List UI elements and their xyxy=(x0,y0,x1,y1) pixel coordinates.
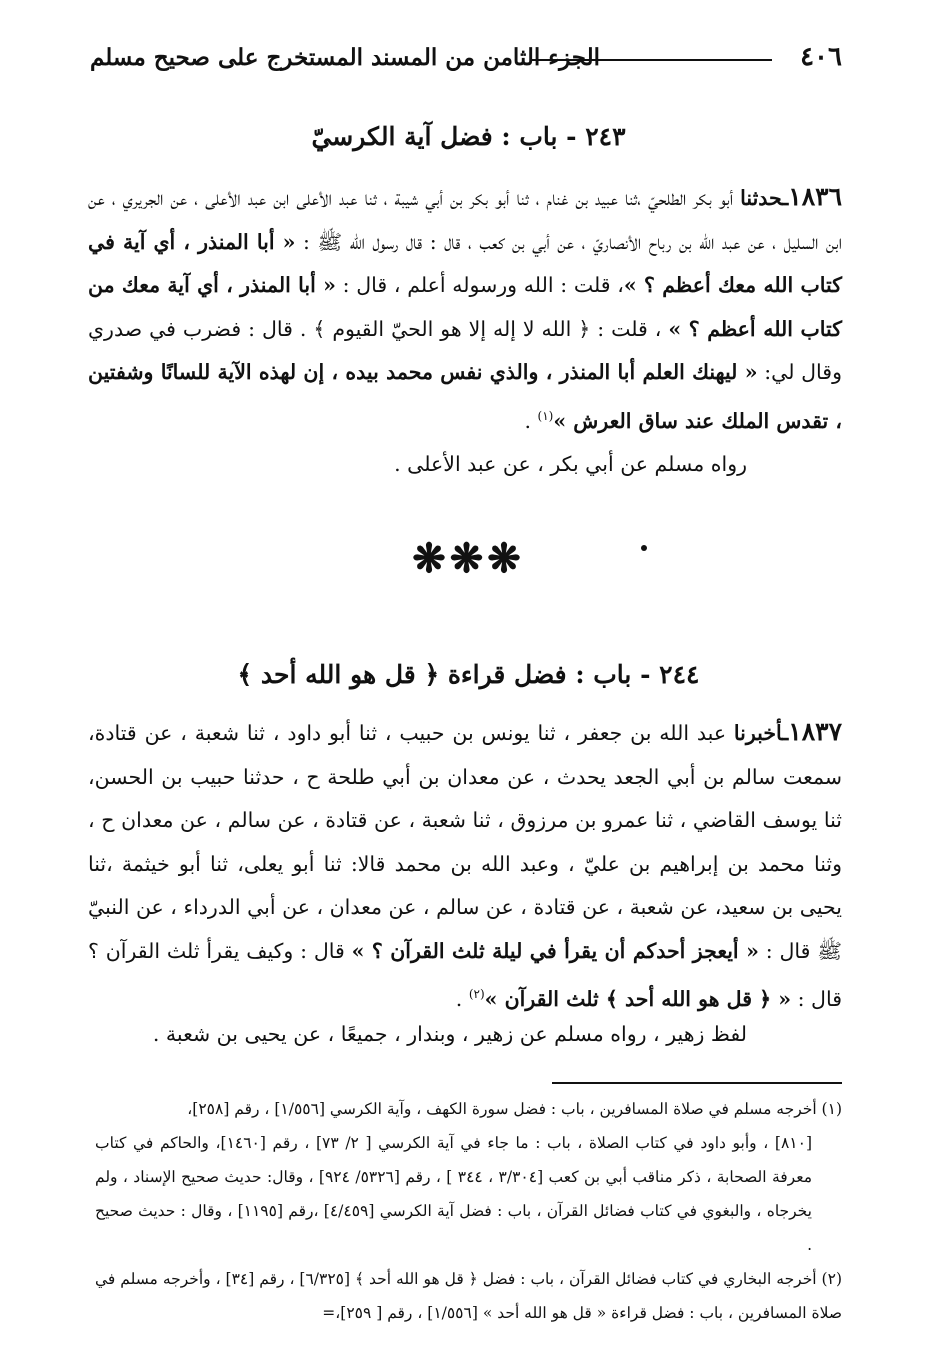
footnote-1-line: (١) أخرجه مسلم في صلاة المسافرين ، باب : فضل سورة الكهف ، وآية الكرسي [١/٥٥٦] ، رقم [٢٥٨]، xyxy=(187,1100,842,1118)
footnote-rule xyxy=(552,1082,842,1084)
narration-note-1836: رواه مسلم عن أبي بكر ، عن عبد الأعلى . xyxy=(394,452,747,476)
page-number: ٤٠٦ xyxy=(800,42,842,72)
stray-dot xyxy=(641,545,647,551)
transmission-word: ـأخبرنا xyxy=(733,721,789,745)
prophetic-quote: « ﴿ قل هو الله أحد ﴾ ثلث القرآن » xyxy=(484,986,792,1011)
narration-text: ، قلت : الله ورسوله أعلم ، قال : xyxy=(335,273,624,297)
hadith-1837 xyxy=(88,710,842,1021)
sentence-end: . xyxy=(455,986,469,1011)
footnote-reference: (١) xyxy=(537,408,554,423)
hadith-1836 xyxy=(88,175,842,443)
hadith-number: ١٨٣٦ xyxy=(788,182,842,211)
isnad-text: أبو بكر الطلحيّ ،ثنا عبيد بن غنام ، ثنا أبو بكر بن أبي شيبة ، ثنا عبد الأعلى ابن عبد الأعلى ، عن الجريري ، عن ابن السليل ، عن عبد الله بن رباح الأنصاريّ ، عن أبي بن كعب ، قال : قال رسول الله ﷺ : xyxy=(88,186,842,254)
hadith-number: ١٨٣٧ xyxy=(788,717,842,746)
running-header xyxy=(90,42,842,82)
chapter-heading-243: ٢٤٣ - باب : فضل آية الكرسيّ xyxy=(311,122,626,151)
footnote-2: (٢) أخرجه البخاري في كتاب فضائل القرآن ، باب : فضل ﴿ قل هو الله أحد ﴾ [٦/٣٢٥] ، رقم [٣٤] ، وأخرجه مسلم في صلاة المسافرين ، باب : فضل قراءة « قل هو الله أحد » [١/٥٥٦] ، رقم [ ٢٥٩]،= xyxy=(95,1270,842,1322)
narration-text: ، قلت : ﴿ الله لا إله إلا هو الحيّ القيوم ﴾ . قال : فضرب في صدري وقال لي: xyxy=(88,316,842,384)
footnotes xyxy=(95,1092,842,1330)
narration-note-1837: لفظ زهير ، رواه مسلم عن زهير ، وبندار ، جميعًا ، عن يحيى بن شعبة . xyxy=(152,1022,747,1046)
transmission-word: ـحدثنا xyxy=(740,186,789,210)
running-title: الجزء الثامن من المسند المستخرج على صحيح مسلم xyxy=(90,44,600,71)
narration-text: قال : وكيف يقرأ ثلث القرآن ؟ قال : xyxy=(88,938,842,1011)
prophetic-quote: « ليهنك العلم أبا المنذر ، والذي نفس محمد بيده ، إن لهذه الآية للسانًا وشفتين ، تقدس الملك عند ساق العرش » xyxy=(88,360,842,433)
prophetic-quote: « أبا المنذر ، أي آية معك من كتاب الله أعظم ؟ » xyxy=(88,273,842,341)
prophetic-quote: « أبا المنذر ، أي آية في كتاب الله معك أعظم ؟ » xyxy=(88,229,842,297)
section-divider-stars: ❋❋❋ xyxy=(412,535,525,582)
chapter-heading-244: ٢٤٤ - باب : فضل قراءة ﴿ قل هو الله أحد ﴾ xyxy=(237,660,700,689)
sentence-end: . xyxy=(524,408,538,433)
prophetic-quote: « أيعجز أحدكم أن يقرأ في ليلة ثلث القرآن ؟ » xyxy=(351,938,759,963)
footnote-1-continuation: [٨١٠] ، وأبو داود في كتاب الصلاة ، باب : ما جاء في آية الكرسي [ ٢/ ٧٣] ، رقم [١٤٦٠]، والحاكم في كتاب معرفة الصحابة ، ذكر مناقب أبي بن كعب [٣/٣٠٤ ، ٣٤٤ ] ، رقم [٥٣٢٦/ ٩٢٤] ، وقال: حديث صحيح الإسناد ، ولم يخرجاه ، والبغوي في كتاب فضائل القرآن ، باب : فضل آية الكرسي [٤/٤٥٩] ،رقم [١١٩٥] ، وقال : حديث صحيح . xyxy=(95,1134,813,1254)
isnad-text: عبد الله بن جعفر ، ثنا يونس بن حبيب ، ثنا أبو داود ، ثنا شعبة ، عن قتادة، سمعت سالم بن أبي الجعد يحدث ، عن معدان بن أبي طلحة ح ، حدثنا حبيب بن الحسن، ثنا يوسف القاضي ، ثنا عمرو بن مرزوق ، ثنا شعبة ، عن قتادة ، عن سالم ، عن معدان ح ، وثنا محمد بن إبراهيم بن عليّ ، وعبد الله بن محمد قالا: ثنا أبو يعلى، ثنا أبو خيثمة ،ثنا يحيى بن سعيد، عن شعبة ، عن قتادة ، عن سالم ، عن معدان ، عن أبي الدرداء ، عن النبيّ ﷺ قال : xyxy=(88,721,842,963)
footnote-reference: (٢) xyxy=(468,987,485,1001)
